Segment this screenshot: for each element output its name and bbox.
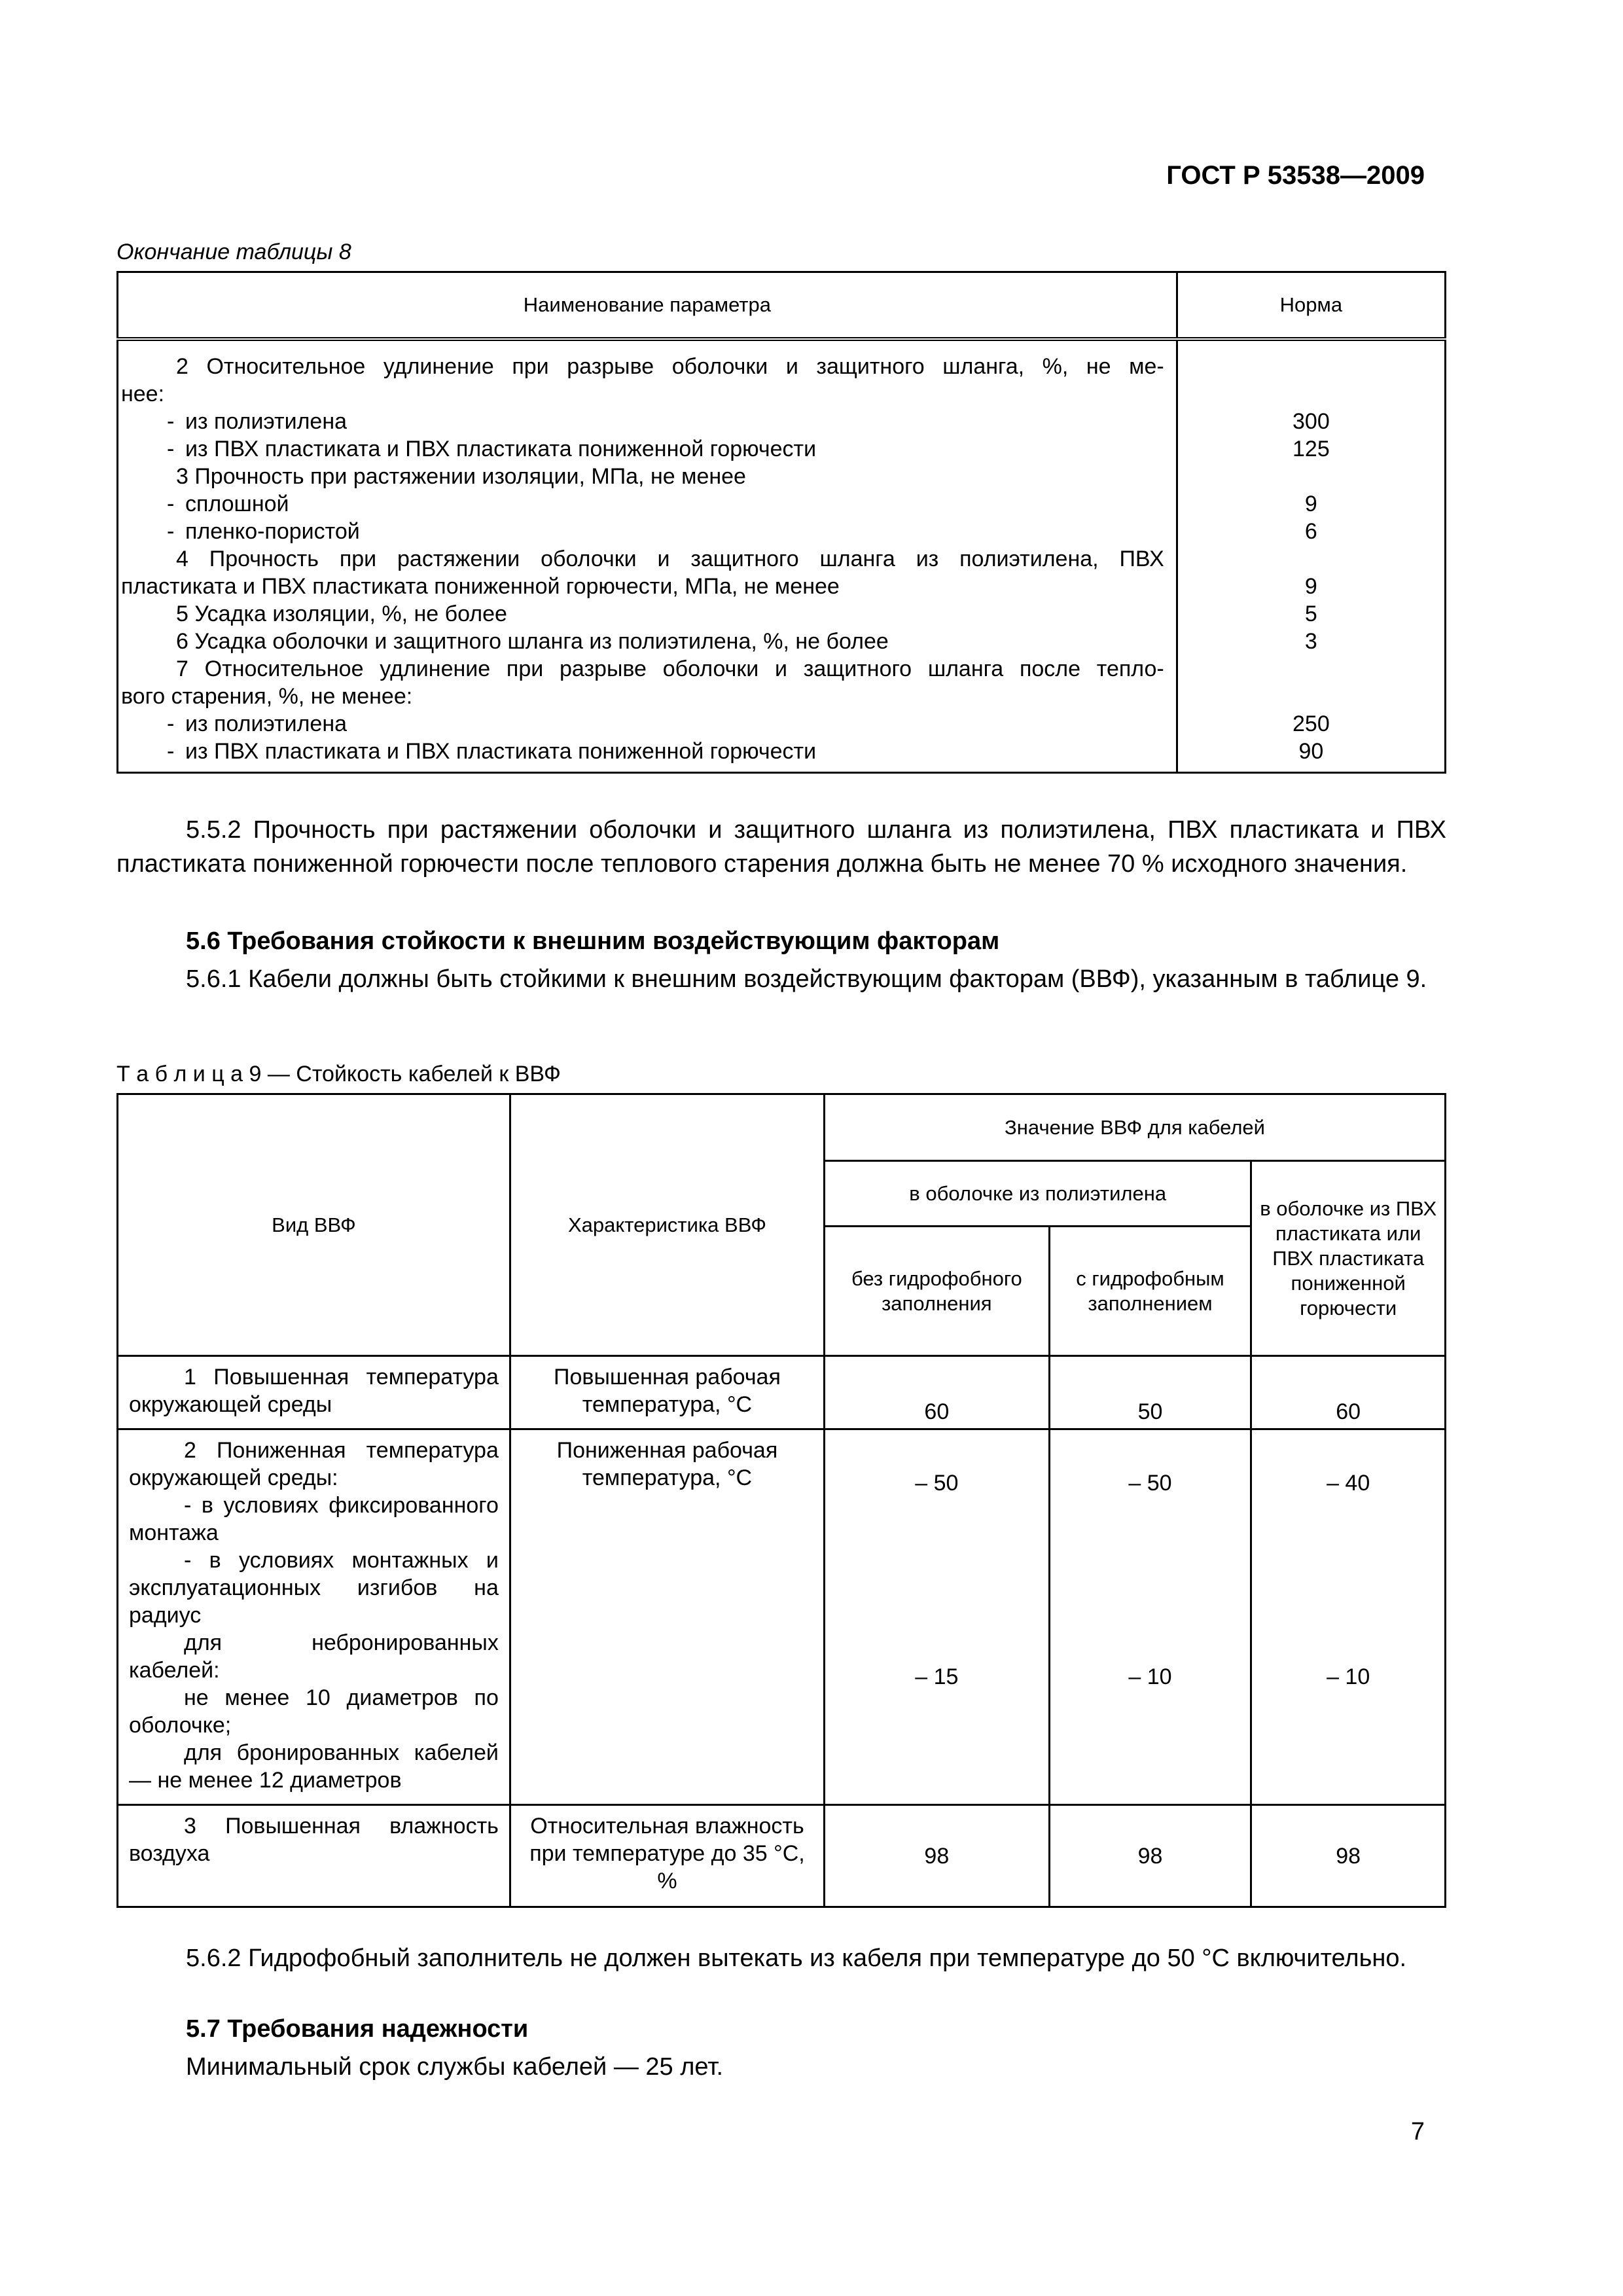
param-line: 3 Прочность при растяжении изоляции, МПа, не менее [176, 464, 746, 489]
page-number: 7 [1410, 2118, 1425, 2145]
paragraph-5-6-2-text: 5.6.2 Гидрофобный заполнитель не должен вытекать из кабеля при температуре до 50 °С включительно. [186, 1945, 1407, 1972]
table-row [118, 1805, 1446, 1907]
row2-v1 [825, 1429, 1050, 1805]
row2-v1-bend: – 15 [915, 1664, 959, 1689]
norm-value [1178, 380, 1444, 408]
paragraph-5-7: Минимальный срок службы кабелей — 25 лет. [186, 2053, 724, 2081]
section-5-7-title: 5.7 Требования надежности [186, 2015, 529, 2043]
norm-value: 90 [1298, 739, 1324, 764]
table8-header-norm: Норма [1177, 272, 1445, 340]
table9-header-no-fill: без гидрофобного заполнения [825, 1227, 1050, 1356]
norm-value: 250 [1293, 711, 1330, 736]
table8-caption: Окончание таблицы 8 [116, 240, 351, 264]
row3-char: Относительная влажность при температуре до 35 °С, % [510, 1805, 824, 1907]
row2-vid [118, 1429, 510, 1805]
param-line: - сплошной [121, 490, 1164, 518]
table9-header-pvc: в оболочке из ПВХ пластиката или ПВХ пластиката пониженной горючести [1251, 1161, 1446, 1356]
row2-v2 [1049, 1429, 1251, 1805]
row2-vid-line: - в условиях фиксированного монтажа [129, 1493, 499, 1545]
row2-vid-line: не менее 10 диаметров по оболочке; [129, 1685, 499, 1738]
row1-vid [118, 1356, 510, 1429]
norm-value [1178, 353, 1444, 380]
norm-value: 300 [1293, 409, 1330, 434]
table-row [118, 1429, 1446, 1805]
row2-vid-line: 2 Пониженная температура окружающей среды: [129, 1438, 499, 1490]
table8-parameters [118, 339, 1177, 773]
norm-value: 9 [1304, 492, 1317, 516]
row2-char: Пониженная рабочая температура, °С [510, 1429, 824, 1805]
table9-header-values: Значение ВВФ для кабелей [825, 1094, 1446, 1161]
paragraph-5-6-1-text: 5.6.1 Кабели должны быть стойкими к внешним воздействующим факторам (ВВФ), указанным в таблице 9. [186, 965, 1427, 993]
table9-header-pe: в оболочке из полиэтилена [825, 1161, 1251, 1227]
paragraph-5-5-2 [116, 813, 1446, 881]
norm-value: 5 [1304, 601, 1317, 626]
norm-value: 3 [1304, 629, 1317, 654]
param-line: 4 Прочность при растяжении оболочки и защитного шланга из полиэтилена, ПВХ [176, 547, 1164, 571]
row2-v3-bend: – 10 [1327, 1664, 1370, 1689]
row1-char: Повышенная рабочая температура, °С [510, 1356, 824, 1429]
table9-header-char: Характеристика ВВФ [510, 1094, 824, 1356]
param-line: - из полиэтилена [121, 408, 1164, 435]
norm-value [1178, 655, 1444, 683]
table-row [118, 1356, 1446, 1429]
row2-v2-bend: – 10 [1128, 1664, 1172, 1689]
row2-vid-line: для небронированных кабелей: [129, 1630, 499, 1683]
table9-caption: Т а б л и ц а 9 — Стойкость кабелей к ВВФ [116, 1062, 561, 1086]
param-line: вого старения, %, не менее: [121, 684, 413, 709]
param-line: пластиката и ПВХ пластиката пониженной горючести, МПа, не менее [121, 574, 840, 599]
table9-header-fill: с гидрофобным заполнением [1049, 1227, 1251, 1356]
table8-values [1177, 339, 1445, 773]
param-line: - из ПВХ пластиката и ПВХ пластиката пониженной горючести [121, 435, 1164, 463]
param-line: 6 Усадка оболочки и защитного шланга из полиэтилена, %, не более [176, 629, 889, 654]
row1-v2: 50 [1049, 1356, 1251, 1429]
table9-header-vid: Вид ВВФ [118, 1094, 510, 1356]
paragraph-5-6-2 [116, 1941, 1446, 1975]
row1-v3: 60 [1251, 1356, 1446, 1429]
norm-value: 125 [1293, 437, 1330, 461]
paragraph-5-5-2-text: 5.5.2 Прочность при растяжении оболочки и защитного шланга из полиэтилена, ПВХ пластиката и ПВХ пластиката пониженной горючести после теплового старения должна быть не менее 70 % исходного значения. [116, 816, 1446, 878]
table-8 [116, 271, 1446, 774]
param-line: 7 Относительное удлинение при разрыве оболочки и защитного шланга после тепло- [176, 656, 1164, 681]
row2-v1-fixed: – 50 [915, 1471, 959, 1496]
row3-v2: 98 [1049, 1805, 1251, 1907]
row2-v2-fixed: – 50 [1128, 1471, 1172, 1496]
row3-vid-text: 3 Повышенная влажность воздуха [129, 1814, 499, 1866]
table-9 [116, 1093, 1446, 1908]
row3-v1: 98 [825, 1805, 1050, 1907]
row3-vid [118, 1805, 510, 1907]
norm-value [1178, 463, 1444, 490]
param-line: нее: [121, 382, 165, 406]
row2-v3-fixed: – 40 [1327, 1471, 1370, 1496]
norm-value: 9 [1304, 574, 1317, 599]
row2-vid-line: - в условиях монтажных и эксплуатационных изгибов на радиус [129, 1548, 499, 1628]
norm-value: 6 [1304, 519, 1317, 544]
row2-vid-line: для бронированных кабелей — не менее 12 диаметров [129, 1740, 499, 1793]
param-line: 2 Относительное удлинение при разрыве оболочки и защитного шланга, %, не ме- [176, 354, 1164, 379]
row3-v3: 98 [1251, 1805, 1446, 1907]
param-line: 5 Усадка изоляции, %, не более [176, 601, 507, 626]
document-code: ГОСТ Р 53538—2009 [1166, 161, 1425, 190]
norm-value [1178, 545, 1444, 573]
paragraph-5-6-1 [116, 962, 1446, 996]
row1-vid-text: 1 Повышенная температура окружающей среды [129, 1365, 499, 1417]
row1-v1: 60 [825, 1356, 1050, 1429]
section-5-6-title: 5.6 Требования стойкости к внешним воздействующим факторам [186, 927, 1000, 955]
table8-header-parameter: Наименование параметра [118, 272, 1177, 340]
row2-v3 [1251, 1429, 1446, 1805]
param-line: - из ПВХ пластиката и ПВХ пластиката пониженной горючести [121, 738, 1164, 765]
param-line: - пленко-пористой [121, 518, 1164, 545]
norm-value [1178, 683, 1444, 710]
param-line: - из полиэтилена [121, 710, 1164, 738]
